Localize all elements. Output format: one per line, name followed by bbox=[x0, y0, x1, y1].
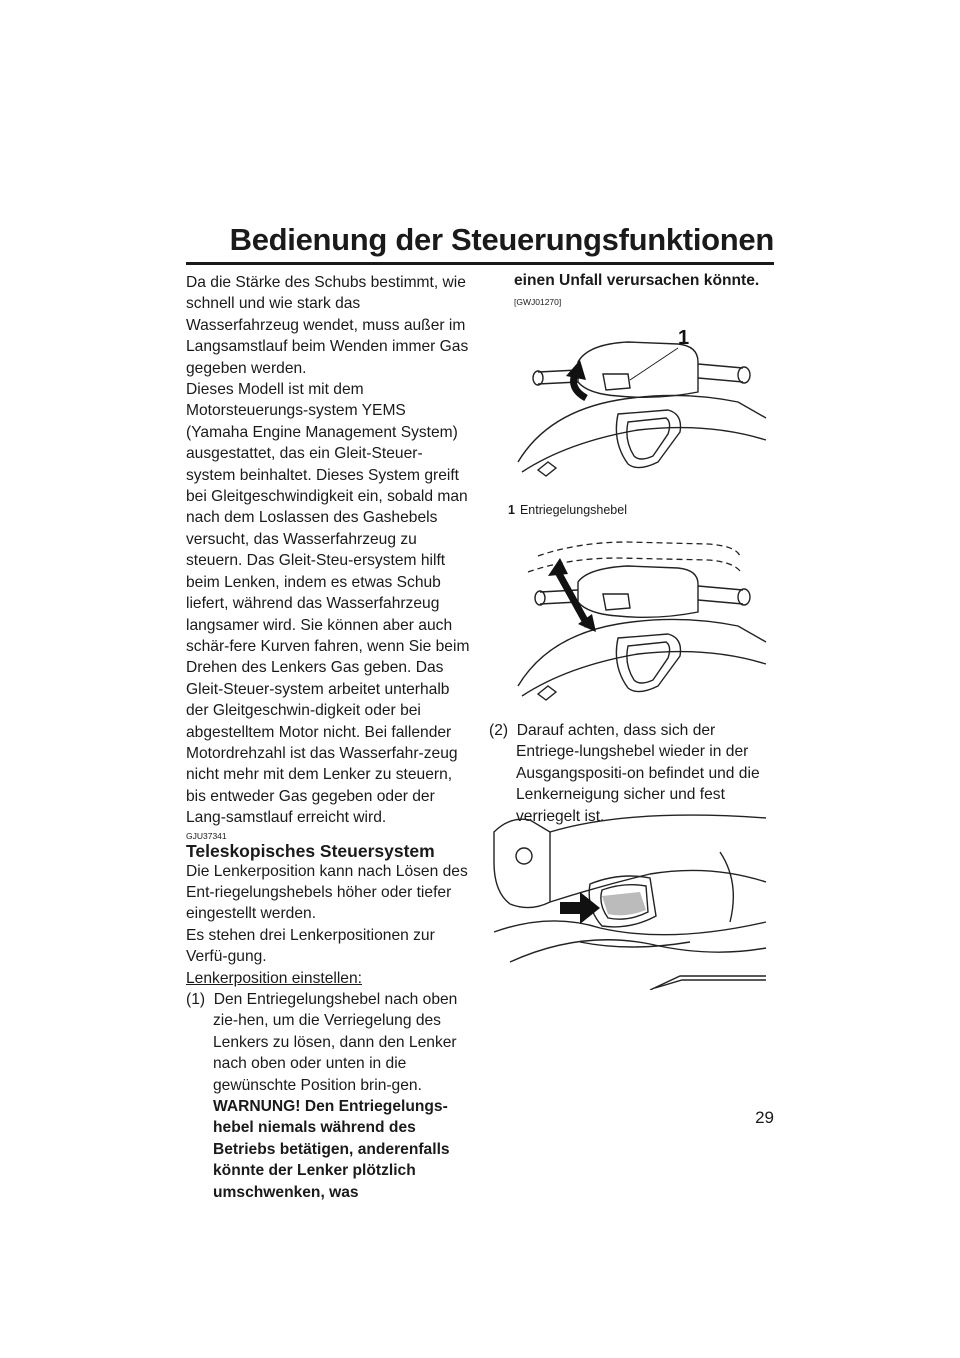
paragraph-release: Die Lenkerposition kann nach Lösen des Ent-riegelungshebels höher oder tiefer eingestellt werden. bbox=[186, 862, 468, 923]
section-heading: Teleskopisches Steuersystem bbox=[186, 840, 435, 861]
figure-callout-1: 1 bbox=[678, 327, 690, 349]
step-2-number: (2) bbox=[489, 722, 509, 739]
paragraph-thrust: Da die Stärke des Schubs bestimmt, wie schnell und wie stark das Wasserfahrzeug wendet, muss außer im Langsamstlauf beim Wenden immer Gas gegeben werden. bbox=[186, 274, 469, 377]
caption-number: 1 bbox=[508, 503, 515, 517]
figure-caption bbox=[508, 503, 627, 517]
procedure-heading: Lenkerposition einstellen: bbox=[186, 969, 362, 987]
handlebar-positions-illustration bbox=[508, 538, 770, 708]
paragraph-positions: Es stehen drei Lenkerpositionen zur Verfü-gung. bbox=[186, 926, 435, 966]
warning-continued: einen Unfall verursachen könnte. bbox=[514, 272, 760, 289]
paragraph-yems: Dieses Modell ist mit dem Motorsteuerungs-system YEMS (Yamaha Engine Management System) ausgestattet, das ein Gleit-Steuer-system beinhaltet. Dieses System greift bei Gleitgeschwindigkeit ein, sobald man nach dem Loslassen des Gashebels versucht, das Wasserfahrzeug zu steuern. Das Gleit-Steu-ersystem hilft beim Lenken, indem es etwas Schub liefert, während das Wasserfahrzeug langsamer wird. Sie können aber auch schär-fere Kurven fahren, wenn Sie beim Drehen des Lenkers Gas geben. Das Gleit-Steuer-system arbeitet unterhalb der Gleitgeschwin-digkeit oder bei abgestelltem Motor nicht. Bei fallender Motordrehzahl ist das Wasserfahr-zeug nicht mehr mit dem Lenker zu steuern, bis entweder Gas gegeben oder der Lang-samstlauf erreicht wird. bbox=[186, 381, 470, 827]
handlebar-illustration bbox=[508, 322, 770, 494]
section-code: GJU37341 bbox=[186, 830, 227, 841]
lever-closeup-illustration bbox=[490, 812, 770, 990]
figure-release-lever bbox=[508, 322, 770, 494]
step-1-number: (1) bbox=[186, 991, 206, 1008]
left-column bbox=[186, 272, 472, 1203]
step-2 bbox=[489, 720, 777, 827]
page-number: 29 bbox=[755, 1108, 774, 1127]
step-2-text: Darauf achten, dass sich der Entriege-lungshebel wieder in der Ausgangspositi-on befindet und die Lenkerneigung sicher und fest verriegelt ist. bbox=[516, 722, 760, 825]
page-title: Bedienung der Steuerungsfunktionen bbox=[186, 222, 774, 265]
double-arrow-icon bbox=[548, 558, 596, 632]
warning-text: WARNUNG! Den Entriegelungs-hebel niemals während des Betriebs betätigen, anderenfalls könnte der Lenker plötzlich umschwenken, was bbox=[213, 1098, 450, 1201]
arrow-up-icon bbox=[566, 360, 586, 398]
figure-lever-locked bbox=[490, 812, 770, 990]
caption-text: Entriegelungshebel bbox=[519, 503, 627, 517]
step-1-text: Den Entriegelungshebel nach oben zie-hen, um die Verriegelung des Lenkers zu lösen, dann den Lenker nach oben oder unten in die gewünschte Position brin-gen. bbox=[213, 991, 458, 1094]
warning-code: [GWJ01270] bbox=[514, 297, 562, 307]
step-1 bbox=[186, 989, 472, 1203]
figure-handlebar-positions bbox=[508, 538, 770, 708]
